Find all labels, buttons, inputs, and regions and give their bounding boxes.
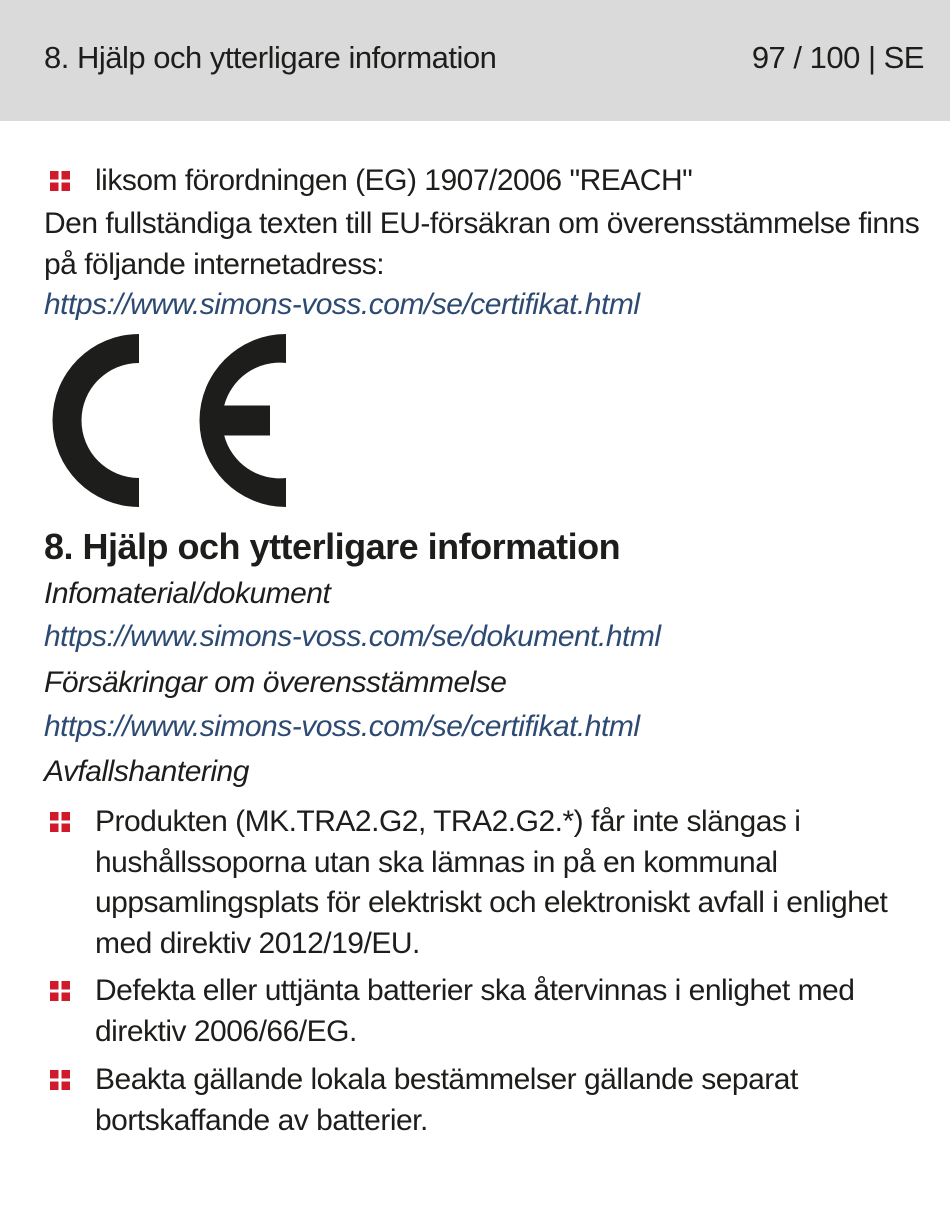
waste-label: Avfallshantering: [44, 755, 249, 788]
info-link[interactable]: https://www.simons-voss.com/se/dokument.html: [44, 620, 661, 653]
declaration-link[interactable]: https://www.simons-voss.com/se/certifikat.html: [44, 288, 640, 321]
waste-bullet-text: Beakta gällande lokala bestämmelser gällande separat bortskaffande av batterier.: [95, 1063, 798, 1137]
waste-bullet-text: Defekta eller uttjänta batterier ska återvinnas i enlighet med direktiv 2006/66/EG.: [95, 974, 855, 1048]
conformity-link[interactable]: https://www.simons-voss.com/se/certifikat.html: [44, 710, 640, 743]
bullet-icon: [50, 981, 70, 1001]
bullet-icon: [50, 812, 70, 832]
info-label: Infomaterial/dokument: [44, 577, 331, 610]
ce-mark-logo: [44, 334, 289, 507]
conformity-label: Försäkringar om överensstämmelse: [44, 666, 507, 699]
header-section-title: 8. Hjälp och ytterligare information: [44, 40, 497, 75]
reach-bullet-text: liksom förordningen (EG) 1907/2006 "REACH": [95, 164, 693, 197]
bullet-icon: [50, 1070, 70, 1090]
section-heading: 8. Hjälp och ytterligare information: [44, 526, 621, 567]
waste-bullet-text: Produkten (MK.TRA2.G2, TRA2.G2.*) får inte slängas i hushållssoporna utan ska lämnas in på en kommunal uppsamlingsplats för elektriskt och elektroniskt avfall i enlighet med direktiv 2012/19/EU.: [95, 805, 888, 960]
declaration-text: Den fullständiga texten till EU-försäkran om överensstämmelse finns på följande internetadress:: [44, 207, 920, 281]
header-page-number: 97 / 100 | SE: [751, 40, 924, 75]
page-header: [0, 0, 950, 121]
bullet-icon: [50, 171, 70, 191]
